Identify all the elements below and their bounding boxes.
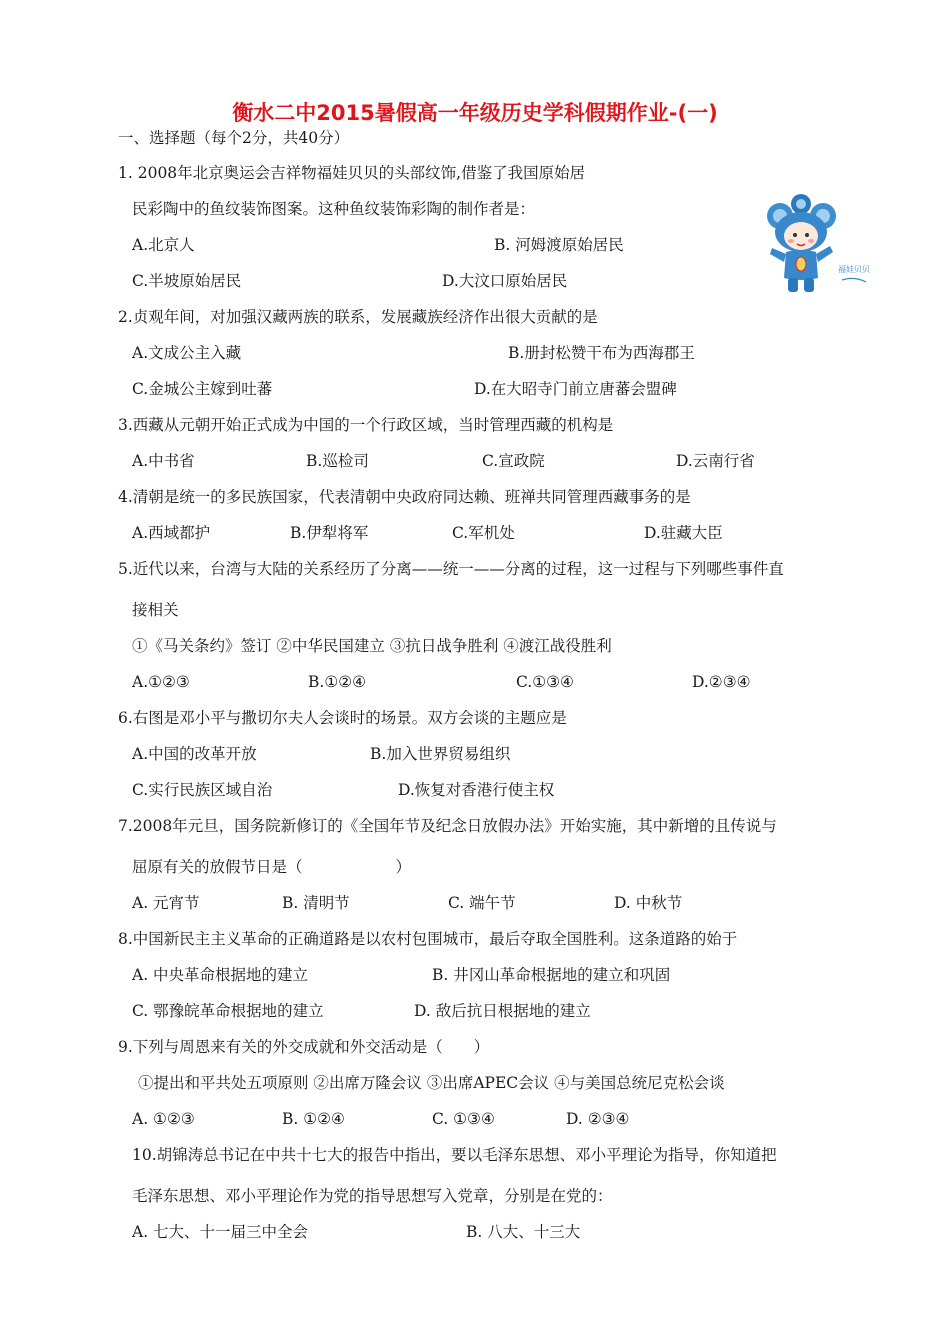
question-6-text: 6.右图是邓小平与撒切尔夫人会谈时的场景。双方会谈的主题应是: [118, 709, 567, 727]
question-1-option-b: B. 河姆渡原始居民: [494, 236, 624, 254]
question-6-option-b: B.加入世界贸易组织: [370, 745, 511, 763]
question-1-text: 1. 2008年北京奥运会吉祥物福娃贝贝的头部纹饰,借鉴了我国原始居: [118, 164, 586, 182]
question-3-option-a: A.中书省: [132, 452, 195, 470]
question-7-text: 7.2008年元旦，国务院新修订的《全国年节及纪念日放假办法》开始实施，其中新增的且传说与: [118, 817, 777, 835]
question-9-text: 9.下列与周恩来有关的外交成就和外交活动是（ ）: [118, 1038, 490, 1056]
question-8-option-b: B. 井冈山革命根据地的建立和巩固: [432, 966, 671, 984]
question-2-option-a: A.文成公主入藏: [132, 344, 242, 362]
section-heading: 一、选择题（每个2分，共40分）: [118, 129, 350, 147]
question-2-option-b: B.册封松赞干布为西海郡王: [508, 344, 695, 362]
question-2-option-d: D.在大昭寺门前立唐蕃会盟碑: [474, 380, 677, 398]
question-7-option-a: A. 元宵节: [132, 894, 200, 912]
question-4-option-b: B.伊犁将军: [290, 524, 369, 542]
question-3-text: 3.西藏从元朝开始正式成为中国的一个行政区域，当时管理西藏的机构是: [118, 416, 614, 434]
question-2-option-c: C.金城公主嫁到吐蕃: [132, 380, 273, 398]
question-9-option-c: C. ①③④: [432, 1110, 495, 1128]
page-title: 衡水二中2015暑假高一年级历史学科假期作业-(一): [232, 101, 718, 125]
question-8-option-d: D. 敌后抗日根据地的建立: [414, 1002, 591, 1020]
question-3-option-d: D.云南行省: [676, 452, 755, 470]
question-6-option-a: A.中国的改革开放: [132, 745, 257, 763]
question-5-option-b: B.①②④: [308, 673, 367, 691]
question-1-option-a: A.北京人: [132, 236, 195, 254]
question-9-option-a: A. ①②③: [132, 1110, 195, 1128]
question-1-option-c: C.半坡原始居民: [132, 272, 242, 290]
question-3-option-c: C.宣政院: [482, 452, 545, 470]
question-3-option-b: B.巡检司: [306, 452, 369, 470]
question-4-option-c: C.军机处: [452, 524, 515, 542]
question-1-option-d: D.大汶口原始居民: [442, 272, 568, 290]
question-4-option-a: A.西域都护: [132, 524, 211, 542]
question-9-items: ①提出和平共处五项原则 ②出席万隆会议 ③出席APEC会议 ④与美国总统尼克松会谈: [138, 1074, 725, 1092]
question-5-option-d: D.②③④: [692, 673, 751, 691]
question-5-text: 5.近代以来，台湾与大陆的关系经历了分离——统一——分离的过程，这一过程与下列哪些事件直: [118, 560, 784, 578]
question-9-option-b: B. ①②④: [282, 1110, 345, 1128]
question-7-option-c: C. 端午节: [448, 894, 516, 912]
question-8-text: 8.中国新民主主义革命的正确道路是以农村包围城市，最后夺取全国胜利。这条道路的始于: [118, 930, 738, 948]
question-7-option-d: D. 中秋节: [614, 894, 683, 912]
question-2-text: 2.贞观年间，对加强汉藏两族的联系，发展藏族经济作出很大贡献的是: [118, 308, 598, 326]
fuwa-beibei-mascot-image: [758, 192, 876, 300]
question-10-text: 10.胡锦涛总书记在中共十七大的报告中指出，要以毛泽东思想、邓小平理论为指导，你知道把: [132, 1146, 777, 1164]
question-6-option-d: D.恢复对香港行使主权: [398, 781, 555, 799]
question-7-text-cont: 屈原有关的放假节日是（ ）: [132, 858, 412, 876]
question-5-option-a: A.①②③: [132, 673, 190, 691]
question-10-option-b: B. 八大、十三大: [466, 1223, 581, 1241]
question-4-text: 4.清朝是统一的多民族国家，代表清朝中央政府同达赖、班禅共同管理西藏事务的是: [118, 488, 691, 506]
question-10-option-a: A. 七大、十一届三中全会: [132, 1223, 309, 1241]
question-1-text-cont: 民彩陶中的鱼纹装饰图案。这种鱼纹装饰彩陶的制作者是：: [132, 200, 536, 218]
question-9-option-d: D. ②③④: [566, 1110, 630, 1128]
question-5-items: ①《马关条约》签订 ②中华民国建立 ③抗日战争胜利 ④渡江战役胜利: [132, 637, 612, 655]
question-5-option-c: C.①③④: [516, 673, 574, 691]
mascot-caption: 福娃贝贝: [838, 265, 870, 274]
question-8-option-a: A. 中央革命根据地的建立: [132, 966, 309, 984]
question-8-option-c: C. 鄂豫皖革命根据地的建立: [132, 1002, 324, 1020]
question-5-text-cont: 接相关: [132, 601, 179, 619]
question-6-option-c: C.实行民族区域自治: [132, 781, 273, 799]
question-10-text-cont: 毛泽东思想、邓小平理论作为党的指导思想写入党章，分别是在党的：: [132, 1187, 613, 1205]
question-4-option-d: D.驻藏大臣: [644, 524, 723, 542]
question-7-option-b: B. 清明节: [282, 894, 350, 912]
